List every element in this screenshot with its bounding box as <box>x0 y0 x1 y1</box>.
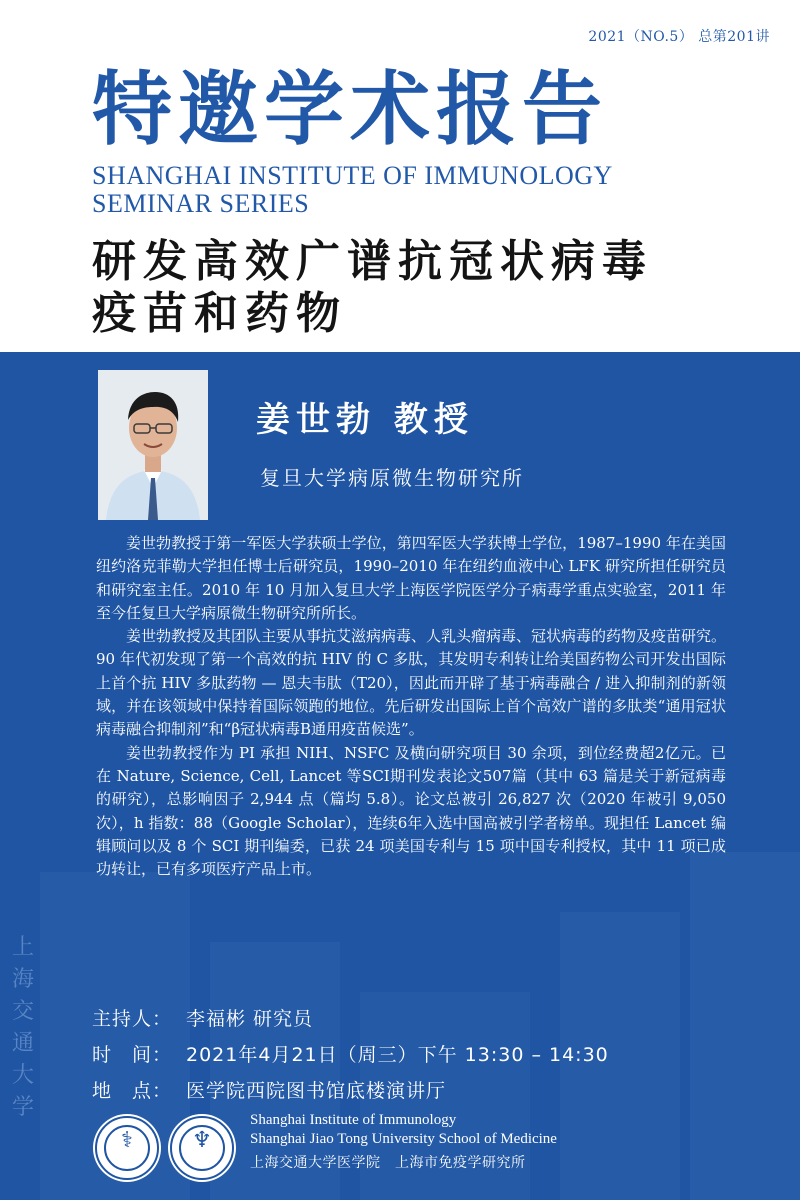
institute-logo <box>95 1116 159 1180</box>
host-row <box>92 1004 313 1031</box>
speaker-portrait-image <box>98 370 208 520</box>
talk-title-line-1: 研发高效广谱抗冠状病毒 <box>92 236 653 287</box>
seminar-title: 特邀学术报告 <box>92 63 608 156</box>
bio-paragraph-2: 姜世勃教授及其团队主要从事抗艾滋病病毒、人乳头瘤病毒、冠状病毒的药物及疫苗研究。90 年代初发现了第一个高效的抗 HIV 的 C 多肽，其发明专利转让给美国药物公司开发出国际上首个抗 HIV 多肽药物 — 恩夫韦肽（T20），因此而开辟了基于病毒融合 / 进入抑制剂的新领域，并在该领域中保持着国际领跑的地位。先后研发出国际上首个高效广谱的多肽类“通用冠状病毒融合抑制剂”和“β冠状病毒B通用疫苗候选”。 <box>96 627 727 739</box>
seminar-series-english <box>92 162 613 218</box>
talk-title <box>92 236 653 340</box>
series-line-2: SEMINAR SERIES <box>92 189 310 218</box>
time-label: 时 间： <box>92 1044 173 1066</box>
background-building <box>690 852 800 1200</box>
background-calligraphy: 上海交通大学 <box>12 935 35 1120</box>
footer-school-english: Shanghai Jiao Tong University School of Medicine <box>250 1131 557 1147</box>
footer-institute-english: Shanghai Institute of Immunology <box>250 1112 457 1128</box>
caduceus-icon: ⚕ <box>121 1128 133 1153</box>
time-value: 2021年4月21日（周三）下午 13:30 – 14:30 <box>186 1044 609 1066</box>
speaker-name: 姜世勃 教授 <box>256 400 474 440</box>
bio-paragraph-1: 姜世勃教授于第一军医大学获硕士学位，第四军医大学获博士学位，1987–1990 年在美国纽约洛克菲勒大学担任博士后研究员，1990–2010 年在纽约血液中心 LFK 研究所担任研究员和研究室主任。2010 年 10 月加入复旦大学上海医学院医学分子病毒学重点实验室，2011 年至今任复旦大学病原微生物研究所所长。 <box>96 534 726 622</box>
speaker-affiliation: 复旦大学病原微生物研究所 <box>260 466 524 490</box>
location-value: 医学院西院图书馆底楼演讲厅 <box>186 1080 447 1102</box>
host-label: 主持人： <box>92 1008 173 1030</box>
host-value: 李福彬 研究员 <box>186 1008 314 1030</box>
emblem-icon: ♆ <box>192 1128 212 1153</box>
location-label: 地 点： <box>92 1080 173 1102</box>
speaker-biography <box>96 532 726 881</box>
content-panel <box>0 352 800 1200</box>
header-section <box>0 0 800 352</box>
footer-chinese-names: 上海交通大学医学院 上海市免疫学研究所 <box>250 1155 526 1171</box>
time-row <box>92 1040 609 1067</box>
issue-number: 2021（NO.5） 总第201讲 <box>588 29 770 45</box>
series-line-1: SHANGHAI INSTITUTE OF IMMUNOLOGY <box>92 161 613 190</box>
speaker-photo <box>98 370 208 520</box>
talk-title-line-2: 疫苗和药物 <box>92 288 347 339</box>
location-row <box>92 1076 446 1103</box>
bio-paragraph-3: 姜世勃教授作为 PI 承担 NIH、NSFC 及横向研究项目 30 余项，到位经费超2亿元。已在 Nature, Science, Cell, Lancet 等SCI期刊发表论文507篇（其中 63 篇是关于新冠病毒的研究），总影响因子 2,944 点（篇均 5.8）。论文总被引 26,827 次（2020 年被引 9,050 次），h 指数：88（Google Scholar），连续6年入选中国高被引学者榜单。现担任 Lancet 编辑顾问以及 8 个 SCI 期刊编委，已获 24 项美国专利与 15 项中国专利授权，其中 11 项已成功转让，已有多项医疗产品上市。 <box>96 743 726 879</box>
university-logo <box>170 1116 234 1180</box>
